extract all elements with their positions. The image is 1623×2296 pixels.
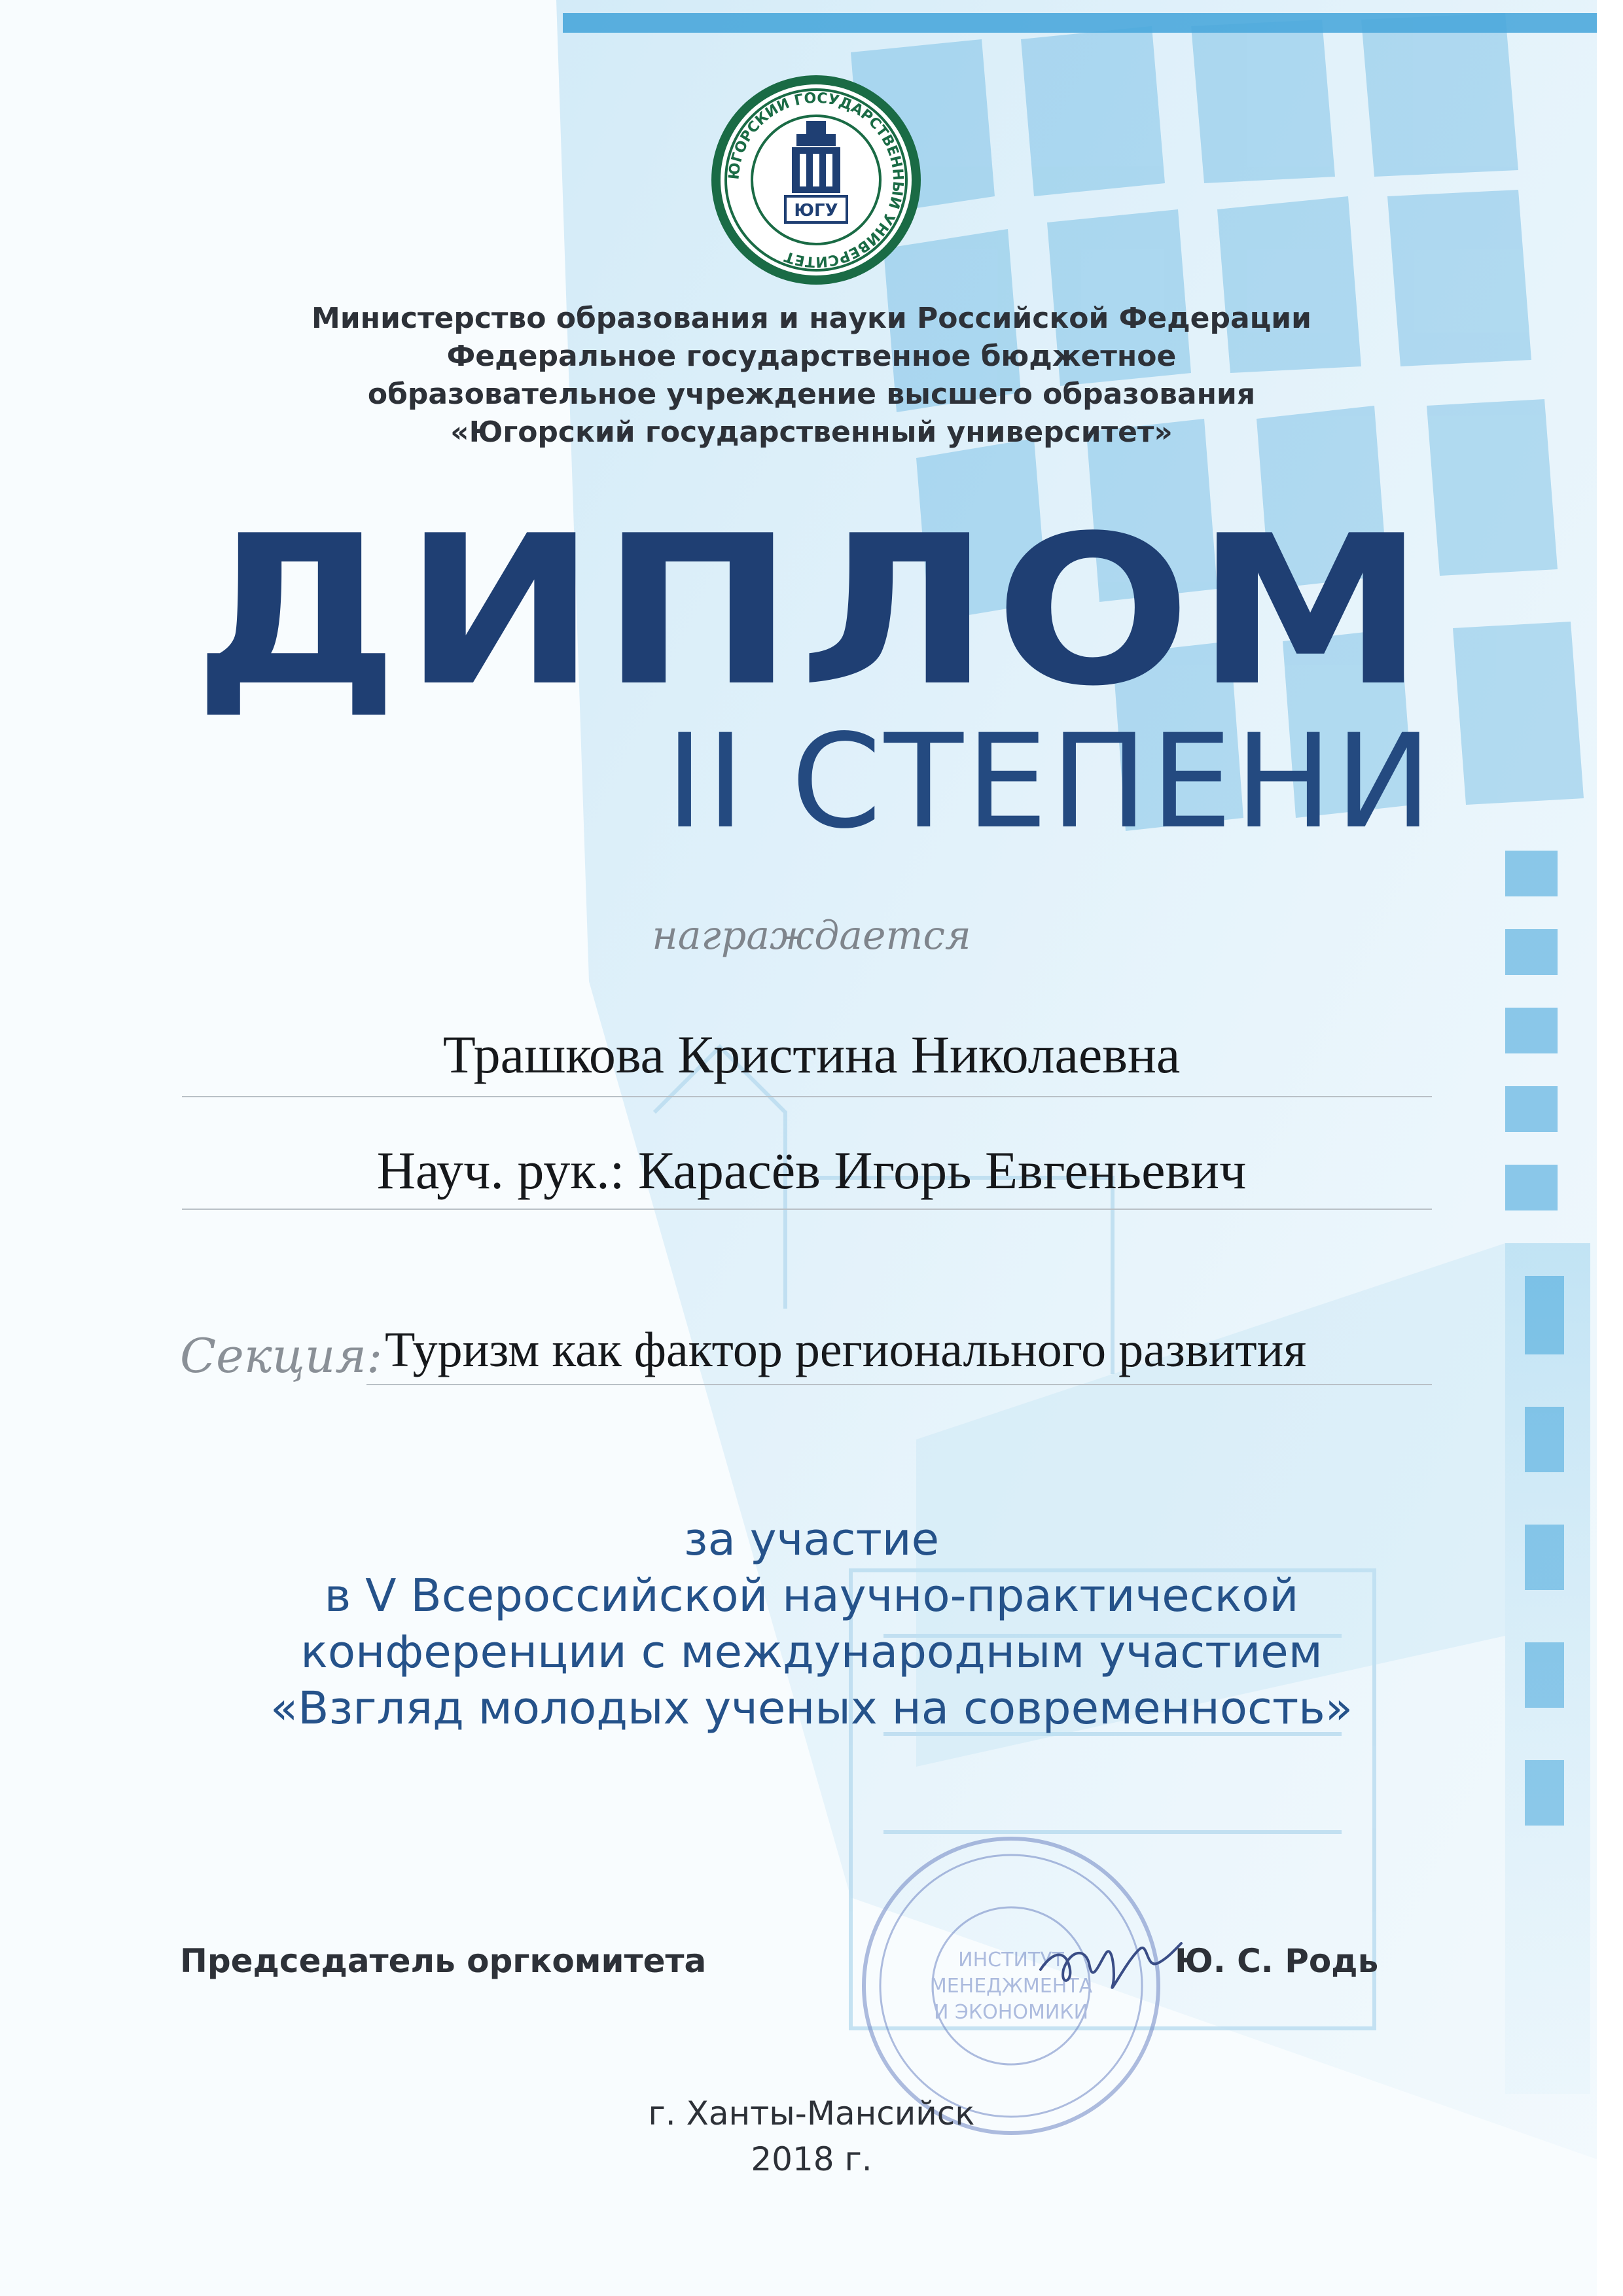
stamp-line: И ЭКОНОМИКИ [933,2001,1089,2024]
seal-ring-text: ЮГОРСКИЙ ГОСУДАРСТВЕННЫЙ УНИВЕРСИТЕТ [726,90,906,270]
stamp-line: МЕНЕДЖМЕНТА [929,1975,1093,1998]
chair-role: Председатель оргкомитета [180,1942,707,1980]
ministry-line: Федеральное государственное бюджетное [446,340,1177,373]
section-label: Секция: [180,1328,383,1383]
advisor-rule [182,1209,1432,1210]
ministry-line: Министерство образования и науки Российской Федерации [312,302,1311,335]
advisor-name: Науч. рук.: Карасёв Игорь Евгеньевич [376,1140,1247,1200]
ministry-header [0,300,1623,451]
university-seal-icon [708,72,924,288]
recipient-rule [182,1096,1432,1097]
stamp-line: ИНСТИТУТ [958,1949,1064,1971]
ministry-line: «Югорский государственный университет» [450,415,1173,449]
seal-monogram: ЮГУ [794,201,838,221]
participation-line: за участие [683,1513,940,1566]
awarded-label: награждается [652,913,971,959]
footer-city: г. Ханты-Мансийск [648,2094,975,2132]
footer [0,2091,1623,2182]
signature-icon [1034,1924,1185,2002]
participation-line: в V Всероссийской научно-практической [324,1570,1299,1622]
participation-text [0,1511,1623,1737]
participation-line: «Взгляд молодых ученых на современность» [270,1682,1353,1735]
recipient-name: Трашкова Кристина Николаевна [442,1025,1181,1084]
diploma-title: ДИПЛОМ [193,492,1430,732]
participation-line: конференции с международным участием [300,1626,1323,1678]
chair-name: Ю. С. Родь [1175,1942,1379,1980]
diploma-degree: II СТЕПЕНИ [665,706,1435,857]
ministry-line: образовательное учреждение высшего образования [367,378,1256,411]
section-value: Туризм как фактор регионального развития [385,1322,1307,1377]
footer-year: 2018 г. [751,2140,872,2178]
section-rule [366,1384,1432,1385]
